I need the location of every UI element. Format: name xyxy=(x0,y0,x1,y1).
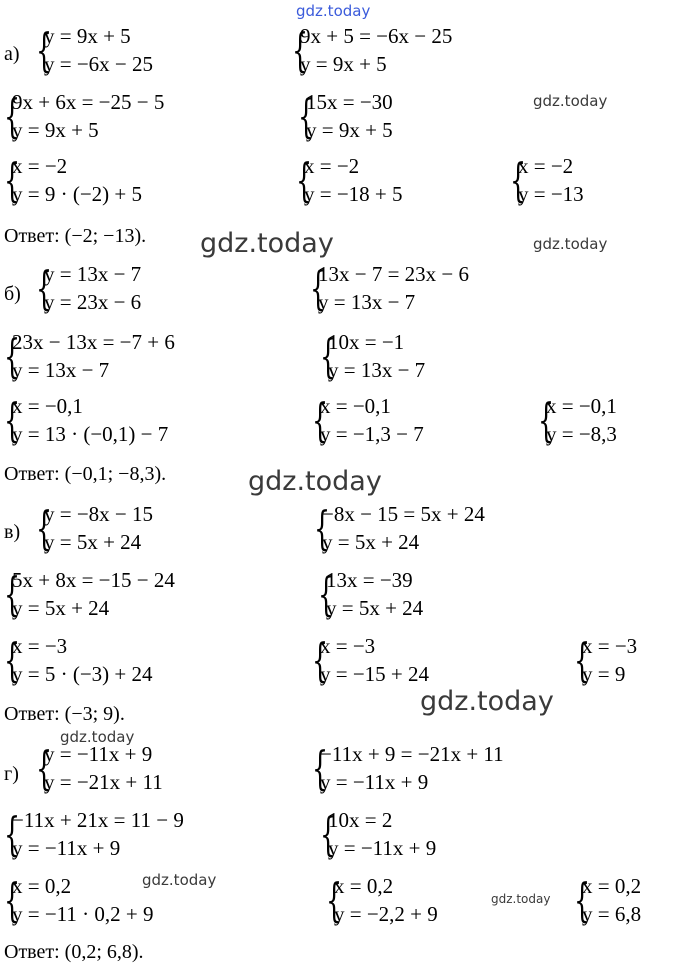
equation-system xyxy=(574,872,641,928)
watermark: gdz.today xyxy=(533,235,608,253)
equation: y = −15 + 24 xyxy=(320,662,430,686)
equation: y = 5x + 24 xyxy=(12,596,110,620)
equation: 13x − 7 = 23x − 6 xyxy=(318,262,470,286)
brace-icon: { xyxy=(320,329,337,383)
watermark: gdz.today xyxy=(248,466,382,497)
brace-icon: { xyxy=(36,501,53,555)
equation-system xyxy=(312,740,504,796)
equation: y = −6x − 25 xyxy=(44,52,154,76)
brace-icon: { xyxy=(4,873,21,927)
brace-icon: { xyxy=(314,501,331,555)
brace-icon: { xyxy=(574,633,591,687)
equation-system xyxy=(326,872,438,928)
equation: x = 0,2 xyxy=(12,874,72,898)
brace-icon: { xyxy=(310,261,327,315)
equation: y = 9x + 5 xyxy=(44,24,131,48)
brace-icon: { xyxy=(292,23,309,77)
equation: 15x = −30 xyxy=(306,90,393,114)
equation: y = 5x + 24 xyxy=(326,596,424,620)
equation: y = −11x + 9 xyxy=(44,742,153,766)
equation: y = 13x − 7 xyxy=(328,358,426,382)
equation: 23x − 13x = −7 + 6 xyxy=(12,330,175,354)
equation: 9x + 5 = −6x − 25 xyxy=(300,24,453,48)
equation-system xyxy=(510,152,584,208)
equation: x = −2 xyxy=(518,154,574,178)
brace-icon: { xyxy=(574,873,591,927)
equation: y = −8x − 15 xyxy=(44,502,154,526)
equation: 10x = −1 xyxy=(328,330,405,354)
equation: y = −21x + 11 xyxy=(44,770,163,794)
equation: x = 0,2 xyxy=(582,874,642,898)
equation: −8x − 15 = 5x + 24 xyxy=(322,502,485,526)
equation-system xyxy=(292,22,452,78)
answer: Ответ: (−3; 9). xyxy=(4,703,125,725)
watermark: gdz.today xyxy=(60,728,135,746)
equation-system xyxy=(312,632,429,688)
equation-system xyxy=(4,392,168,448)
brace-icon: { xyxy=(312,393,329,447)
equation: 9x + 6x = −25 − 5 xyxy=(12,90,165,114)
equation-system xyxy=(312,392,424,448)
equation-system xyxy=(4,328,175,384)
equation: y = 9x + 5 xyxy=(300,52,387,76)
equation: y = −2,2 + 9 xyxy=(334,902,438,926)
equation: y = 5 · (−3) + 24 xyxy=(12,662,153,686)
equation: y = −1,3 − 7 xyxy=(320,422,424,446)
brace-icon: { xyxy=(4,329,21,383)
equation-system xyxy=(320,806,436,862)
equation-system xyxy=(310,260,469,316)
equation: y = −11 · 0,2 + 9 xyxy=(12,902,154,926)
brace-icon: { xyxy=(4,89,21,143)
equation-system xyxy=(320,328,425,384)
brace-icon: { xyxy=(36,261,53,315)
watermark: gdz.today xyxy=(491,892,551,906)
equation: x = −2 xyxy=(304,154,360,178)
equation-system xyxy=(36,22,153,78)
equation: y = 13x − 7 xyxy=(318,290,416,314)
equation: x = −3 xyxy=(320,634,376,658)
equation: −11x + 9 = −21x + 11 xyxy=(320,742,504,766)
brace-icon: { xyxy=(36,741,53,795)
brace-icon: { xyxy=(4,393,21,447)
brace-icon: { xyxy=(36,23,53,77)
equation: y = −8,3 xyxy=(546,422,617,446)
equation-system xyxy=(4,872,154,928)
brace-icon: { xyxy=(4,633,21,687)
equation: y = −11x + 9 xyxy=(320,770,429,794)
watermark: gdz.today xyxy=(200,228,334,259)
watermark: gdz.today xyxy=(420,686,554,717)
equation: x = −3 xyxy=(12,634,68,658)
equation-system xyxy=(296,152,403,208)
brace-icon: { xyxy=(312,741,329,795)
equation-system xyxy=(298,88,393,144)
equation: y = −11x + 9 xyxy=(12,836,121,860)
equation: y = −18 + 5 xyxy=(304,182,403,206)
watermark-top: gdz.today xyxy=(296,2,371,20)
answer: Ответ: (0,2; 6,8). xyxy=(4,941,144,963)
equation: 13x = −39 xyxy=(326,568,413,592)
watermark: gdz.today xyxy=(142,871,217,889)
equation-system xyxy=(36,740,163,796)
equation: y = −13 xyxy=(518,182,584,206)
equation: y = 9 xyxy=(582,662,626,686)
part-label: г) xyxy=(4,763,19,785)
brace-icon: { xyxy=(4,567,21,621)
equation: y = 5x + 24 xyxy=(322,530,420,554)
brace-icon: { xyxy=(320,807,337,861)
equation-system xyxy=(318,566,423,622)
equation: y = 9x + 5 xyxy=(12,118,99,142)
equation: x = −0,1 xyxy=(12,394,83,418)
equation: y = 5x + 24 xyxy=(44,530,142,554)
equation-system xyxy=(574,632,637,688)
equation-system xyxy=(538,392,617,448)
brace-icon: { xyxy=(538,393,555,447)
answer: Ответ: (−2; −13). xyxy=(4,225,147,247)
brace-icon: { xyxy=(298,89,315,143)
brace-icon: { xyxy=(296,153,313,207)
equation: x = −0,1 xyxy=(320,394,391,418)
brace-icon: { xyxy=(318,567,335,621)
part-label: в) xyxy=(4,521,21,543)
part-label: а) xyxy=(4,43,20,65)
brace-icon: { xyxy=(510,153,527,207)
equation: y = 13x − 7 xyxy=(12,358,110,382)
equation-system xyxy=(4,566,175,622)
equation-system xyxy=(36,260,141,316)
equation-system xyxy=(4,806,184,862)
equation: x = −0,1 xyxy=(546,394,617,418)
equation: x = −2 xyxy=(12,154,68,178)
brace-icon: { xyxy=(326,873,343,927)
equation: y = 9 · (−2) + 5 xyxy=(12,182,143,206)
equation: y = 13 · (−0,1) − 7 xyxy=(12,422,169,446)
equation-system xyxy=(4,88,164,144)
equation-system xyxy=(314,500,485,556)
equation: x = −3 xyxy=(582,634,638,658)
equation: y = −11x + 9 xyxy=(328,836,437,860)
part-label: б) xyxy=(4,283,21,305)
equation-system xyxy=(36,500,153,556)
equation: y = 23x − 6 xyxy=(44,290,142,314)
equation: 10x = 2 xyxy=(328,808,393,832)
equation-system xyxy=(4,632,153,688)
brace-icon: { xyxy=(312,633,329,687)
answer: Ответ: (−0,1; −8,3). xyxy=(4,463,167,485)
equation: 5x + 8x = −15 − 24 xyxy=(12,568,175,592)
equation: x = 0,2 xyxy=(334,874,394,898)
brace-icon: { xyxy=(4,153,21,207)
watermark: gdz.today xyxy=(533,92,608,110)
equation: y = 6,8 xyxy=(582,902,642,926)
equation: −11x + 21x = 11 − 9 xyxy=(12,808,184,832)
equation: y = 9x + 5 xyxy=(306,118,393,142)
brace-icon: { xyxy=(4,807,21,861)
equation-system xyxy=(4,152,142,208)
equation: y = 13x − 7 xyxy=(44,262,142,286)
